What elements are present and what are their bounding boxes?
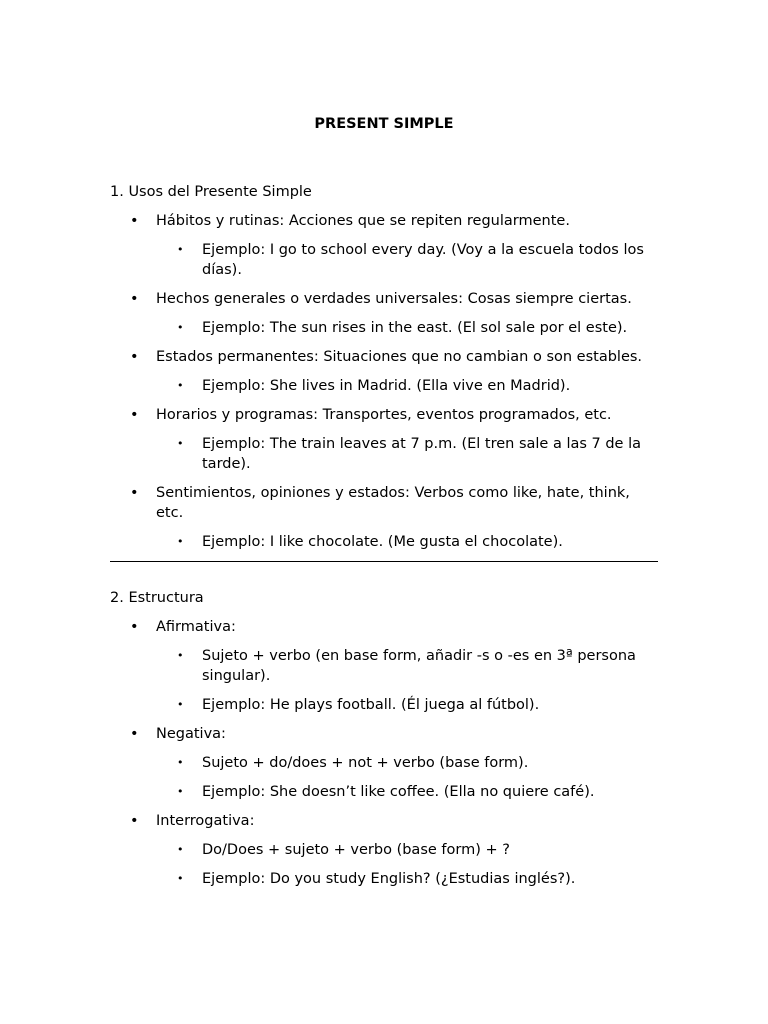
sub-bullet-list (156, 753, 658, 802)
list-item (110, 483, 658, 552)
section-heading: 1. Usos del Presente Simple (110, 184, 312, 200)
bullet-icon: • (177, 437, 184, 450)
bullet-icon: • (130, 619, 139, 635)
bullet-icon: • (130, 485, 139, 501)
sub-list-item (156, 840, 658, 860)
section-usos (110, 182, 658, 552)
bullet-icon: • (177, 872, 184, 885)
bullet-icon: • (177, 243, 184, 256)
list-item (110, 211, 658, 280)
document-page (110, 114, 658, 898)
bullet-icon: • (130, 813, 139, 829)
sub-bullet-list (156, 318, 658, 338)
sub-list-item-text: Ejemplo: Do you study English? (¿Estudias inglés?). (202, 871, 576, 887)
sub-list-item-text: Ejemplo: She lives in Madrid. (Ella vive en Madrid). (202, 378, 571, 394)
bullet-icon: • (130, 349, 139, 365)
list-item (110, 811, 658, 889)
list-item-text: Interrogativa: (156, 813, 255, 829)
sub-list-item-text: Sujeto + verbo (en base form, añadir -s o -es en 3ª persona singular). (202, 648, 636, 684)
sub-list-item-text: Ejemplo: I like chocolate. (Me gusta el chocolate). (202, 534, 563, 550)
list-item-text: Horarios y programas: Transportes, eventos programados, etc. (156, 407, 612, 423)
list-item-text: Hábitos y rutinas: Acciones que se repiten regularmente. (156, 213, 570, 229)
list-item-text: Sentimientos, opiniones y estados: Verbos como like, hate, think, etc. (156, 485, 630, 521)
sub-list-item-text: Ejemplo: The sun rises in the east. (El sol sale por el este). (202, 320, 628, 336)
sub-list-item (156, 240, 658, 280)
sub-list-item (156, 318, 658, 338)
bullet-icon: • (130, 213, 139, 229)
sub-list-item-text: Ejemplo: She doesn’t like coffee. (Ella no quiere café). (202, 784, 595, 800)
sub-list-item (156, 782, 658, 802)
list-item (110, 405, 658, 474)
section-heading: 2. Estructura (110, 590, 204, 606)
list-item (110, 617, 658, 715)
bullet-icon: • (177, 785, 184, 798)
bullet-icon: • (177, 649, 184, 662)
bullet-icon: • (177, 843, 184, 856)
bullet-icon: • (130, 291, 139, 307)
bullet-list (110, 617, 658, 889)
list-item-text: Negativa: (156, 726, 226, 742)
bullet-icon: • (177, 379, 184, 392)
sub-list-item (156, 646, 658, 686)
list-item-text: Estados permanentes: Situaciones que no cambian o son estables. (156, 349, 643, 365)
list-item (110, 289, 658, 338)
sub-list-item (156, 434, 658, 474)
sub-list-item (156, 869, 658, 889)
sub-bullet-list (156, 532, 658, 552)
sub-list-item (156, 695, 658, 715)
bullet-icon: • (177, 698, 184, 711)
sub-list-item (156, 532, 658, 552)
sub-list-item-text: Ejemplo: I go to school every day. (Voy a la escuela todos los días). (202, 242, 644, 278)
list-item-text: Afirmativa: (156, 619, 236, 635)
sub-bullet-list (156, 240, 658, 280)
list-item (110, 347, 658, 396)
bullet-icon: • (130, 407, 139, 423)
sub-bullet-list (156, 646, 658, 715)
horizontal-divider (110, 561, 658, 562)
list-item-text: Hechos generales o verdades universales: Cosas siempre ciertas. (156, 291, 632, 307)
bullet-list (110, 211, 658, 552)
sub-bullet-list (156, 434, 658, 474)
bullet-icon: • (177, 535, 184, 548)
sub-list-item-text: Ejemplo: The train leaves at 7 p.m. (El tren sale a las 7 de la tarde). (202, 436, 642, 472)
bullet-icon: • (177, 756, 184, 769)
section-estructura (110, 588, 658, 889)
sub-bullet-list (156, 840, 658, 889)
sub-list-item-text: Ejemplo: He plays football. (Él juega al fútbol). (202, 697, 540, 713)
list-item (110, 724, 658, 802)
page-title: PRESENT SIMPLE (314, 116, 454, 132)
bullet-icon: • (130, 726, 139, 742)
sub-list-item (156, 376, 658, 396)
bullet-icon: • (177, 321, 184, 334)
sub-list-item-text: Do/Does + sujeto + verbo (base form) + ? (202, 842, 510, 858)
sub-bullet-list (156, 376, 658, 396)
sub-list-item (156, 753, 658, 773)
sub-list-item-text: Sujeto + do/does + not + verbo (base form). (202, 755, 529, 771)
